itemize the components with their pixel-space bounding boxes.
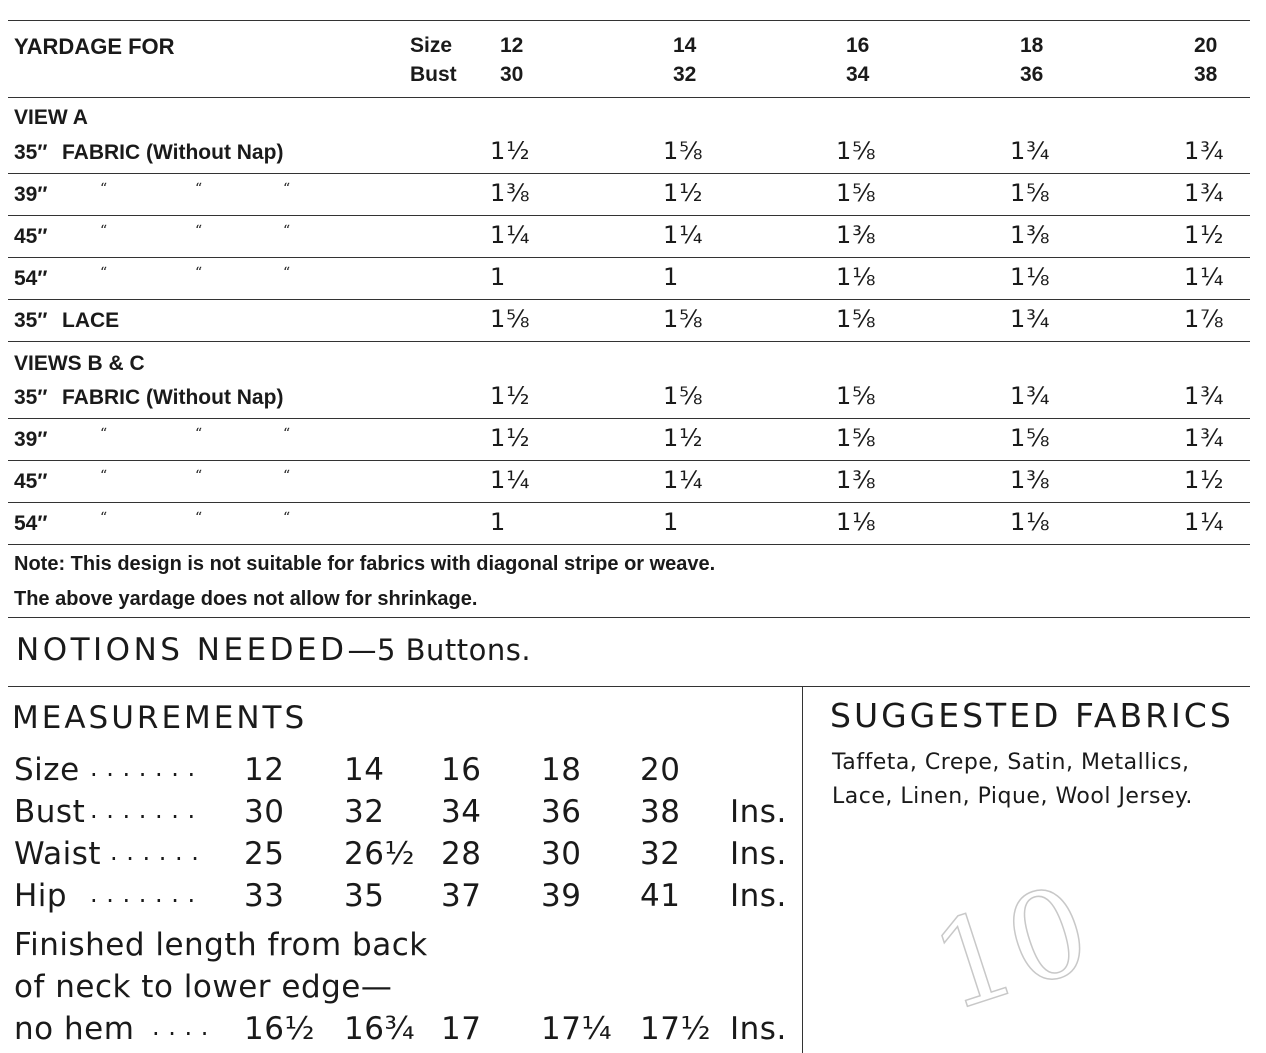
ditto-mark: “	[195, 468, 203, 484]
yardage-value: 1¾	[1184, 382, 1225, 410]
suggested-fabrics-heading: SUGGESTED FABRICS	[830, 696, 1234, 735]
measurement-value: 35	[344, 878, 385, 914]
measurement-value: 37	[441, 878, 482, 914]
ditto-mark: “	[195, 223, 203, 239]
yardage-value: 1¾	[1010, 137, 1051, 165]
measurement-value: 16	[441, 752, 482, 788]
suggested-fabrics-line-2: Lace, Linen, Pique, Wool Jersey.	[832, 784, 1193, 809]
yardage-value: 1	[490, 263, 507, 291]
bust-header-cell: 36	[1020, 63, 1044, 86]
size-header-cell: 14	[673, 34, 697, 57]
yardage-value: 1⅜	[836, 221, 877, 249]
yardage-value: 1¼	[663, 221, 704, 249]
yardage-value: 1⅝	[836, 137, 877, 165]
measurement-label: Hip	[14, 878, 68, 914]
header-rule	[8, 97, 1250, 98]
yardage-value: 1½	[490, 382, 531, 410]
top-rule	[8, 20, 1250, 21]
finished-length-dots: . . . .	[152, 1013, 209, 1041]
finished-length-value: 17½	[640, 1011, 711, 1047]
ditto-mark: “	[195, 426, 203, 442]
measurements-heading: MEASUREMENTS	[12, 700, 308, 736]
yardage-value: 1½	[1184, 221, 1225, 249]
notions-detail: —5 Buttons.	[347, 633, 532, 667]
finished-length-value: 17¼	[541, 1011, 612, 1047]
yardage-value: 1¾	[1010, 305, 1051, 333]
bust-header-cell: 38	[1194, 63, 1218, 86]
yardage-value: 1½	[490, 137, 531, 165]
bust-label: Bust	[410, 63, 457, 86]
bust-header-cell: 30	[500, 63, 524, 86]
yardage-value: 1¼	[490, 221, 531, 249]
row-width: 54″	[14, 512, 48, 535]
measurement-leader-dots: . . . . . . .	[90, 796, 196, 824]
yardage-value: 1	[663, 508, 680, 536]
measurement-value: 20	[640, 752, 681, 788]
finished-length-label: no hem	[14, 1011, 135, 1047]
yardage-value: 1⅝	[1010, 179, 1051, 207]
row-rule	[8, 173, 1250, 174]
measurement-label: Waist	[14, 836, 102, 872]
yardage-value: 1⅝	[490, 305, 531, 333]
yardage-value: 1⅝	[663, 382, 704, 410]
size-header-cell: 20	[1194, 34, 1218, 57]
yardage-value: 1	[663, 263, 680, 291]
finished-length-line-2: of neck to lower edge—	[14, 969, 393, 1005]
row-rule	[8, 257, 1250, 258]
yardage-value: 1½	[1184, 466, 1225, 494]
note-line-1: Note: This design is not suitable for fabrics with diagonal stripe or weave.	[14, 553, 716, 575]
yardage-value: 1⅝	[663, 137, 704, 165]
yardage-value: 1½	[490, 424, 531, 452]
measurement-value: 36	[541, 794, 582, 830]
measurement-label: Bust	[14, 794, 86, 830]
bust-header-cell: 34	[846, 63, 870, 86]
yardage-value: 1⅛	[1010, 508, 1051, 536]
row-width: 54″	[14, 267, 48, 290]
yardage-value: 1¾	[1184, 179, 1225, 207]
suggested-fabrics-line-1: Taffeta, Crepe, Satin, Metallics,	[832, 750, 1190, 775]
row-width: 39″	[14, 428, 48, 451]
yardage-value: 1⅝	[1010, 424, 1051, 452]
measurement-unit: Ins.	[730, 878, 787, 914]
ditto-mark: “	[195, 510, 203, 526]
ditto-mark: “	[100, 468, 108, 484]
ditto-mark: “	[100, 265, 108, 281]
ditto-mark: “	[100, 181, 108, 197]
measurement-label: Size	[14, 752, 80, 788]
yardage-value: 1⅜	[490, 179, 531, 207]
notes-rule	[8, 617, 1250, 618]
finished-length-unit: Ins.	[730, 1011, 787, 1047]
ditto-mark: “	[283, 510, 291, 526]
finished-length-value: 17	[441, 1011, 482, 1047]
ditto-mark: “	[283, 181, 291, 197]
measurement-value: 33	[244, 878, 285, 914]
measurement-leader-dots: . . . . . . .	[90, 880, 196, 908]
row-width: 35″	[14, 309, 48, 332]
measurement-value: 38	[640, 794, 681, 830]
measurement-value: 41	[640, 878, 681, 914]
measurement-value: 30	[244, 794, 285, 830]
measurement-value: 32	[344, 794, 385, 830]
section-divider	[802, 686, 803, 1053]
row-width: 35″	[14, 386, 48, 409]
note-line-2: The above yardage does not allow for shrinkage.	[14, 588, 478, 610]
measurement-value: 32	[640, 836, 681, 872]
size-header-cell: 16	[846, 34, 870, 57]
ditto-mark: “	[100, 223, 108, 239]
yardage-value: 1⅜	[1010, 221, 1051, 249]
row-rule	[8, 215, 1250, 216]
yardage-value: 1¾	[1184, 424, 1225, 452]
row-width: 45″	[14, 470, 48, 493]
measurement-value: 28	[441, 836, 482, 872]
row-width: 45″	[14, 225, 48, 248]
measurement-unit: Ins.	[730, 836, 787, 872]
ditto-mark: “	[283, 426, 291, 442]
row-width: 39″	[14, 183, 48, 206]
ditto-mark: “	[283, 265, 291, 281]
yardage-value: 1¼	[1184, 263, 1225, 291]
row-rule	[8, 418, 1250, 419]
yardage-value: 1¼	[1184, 508, 1225, 536]
notions-heading: NOTIONS NEEDED	[16, 632, 348, 668]
measurement-value: 14	[344, 752, 385, 788]
notions-rule	[8, 686, 1250, 687]
yardage-value: 1⅜	[836, 466, 877, 494]
measurement-value: 34	[441, 794, 482, 830]
yardage-value: 1½	[663, 179, 704, 207]
yardage-value: 1⅝	[663, 305, 704, 333]
row-width: 35″	[14, 141, 48, 164]
measurement-value: 12	[244, 752, 285, 788]
measurement-leader-dots: . . . . . .	[110, 838, 200, 866]
finished-length-line-1: Finished length from back	[14, 927, 428, 963]
yardage-value: 1⅛	[836, 263, 877, 291]
yardage-value: 1⅛	[1010, 263, 1051, 291]
measurement-value: 25	[244, 836, 285, 872]
size-header-cell: 18	[1020, 34, 1044, 57]
yardage-value: 1¼	[490, 466, 531, 494]
row-label: FABRIC (Without Nap)	[62, 141, 284, 164]
notions-line	[16, 632, 531, 668]
yardage-title: YARDAGE FOR	[14, 34, 175, 59]
yardage-value: 1	[490, 508, 507, 536]
yardage-value: 1⅝	[836, 424, 877, 452]
row-label: FABRIC (Without Nap)	[62, 386, 284, 409]
measurement-leader-dots: . . . . . . .	[90, 754, 196, 782]
yardage-value: 1⅝	[836, 179, 877, 207]
row-rule	[8, 299, 1250, 300]
size-label: Size	[410, 34, 453, 57]
row-label: LACE	[62, 309, 120, 332]
row-rule	[8, 502, 1250, 503]
ditto-mark: “	[283, 468, 291, 484]
measurement-value: 18	[541, 752, 582, 788]
view-a-heading: VIEW A	[14, 106, 88, 129]
row-rule	[8, 544, 1250, 545]
yardage-value: 1⅝	[836, 382, 877, 410]
finished-length-value: 16½	[244, 1011, 315, 1047]
row-rule	[8, 460, 1250, 461]
yardage-value: 1¾	[1184, 137, 1225, 165]
yardage-value: 1⅛	[836, 508, 877, 536]
yardage-value: 1¼	[663, 466, 704, 494]
yardage-value: 1⅝	[836, 305, 877, 333]
ditto-mark: “	[100, 510, 108, 526]
faint-number-stamp: 10	[917, 859, 1106, 1040]
ditto-mark: “	[195, 265, 203, 281]
bust-header-cell: 32	[673, 63, 697, 86]
finished-length-value: 16¾	[344, 1011, 415, 1047]
measurement-value: 39	[541, 878, 582, 914]
row-rule	[8, 341, 1250, 342]
ditto-mark: “	[283, 223, 291, 239]
yardage-value: 1¾	[1010, 382, 1051, 410]
ditto-mark: “	[195, 181, 203, 197]
measurement-value: 30	[541, 836, 582, 872]
yardage-value: 1⅞	[1184, 305, 1225, 333]
measurement-unit: Ins.	[730, 794, 787, 830]
yardage-value: 1⅜	[1010, 466, 1051, 494]
measurement-value: 26½	[344, 836, 415, 872]
yardage-value: 1½	[663, 424, 704, 452]
ditto-mark: “	[100, 426, 108, 442]
view-bc-heading: VIEWS B & C	[14, 352, 145, 375]
size-header-cell: 12	[500, 34, 524, 57]
